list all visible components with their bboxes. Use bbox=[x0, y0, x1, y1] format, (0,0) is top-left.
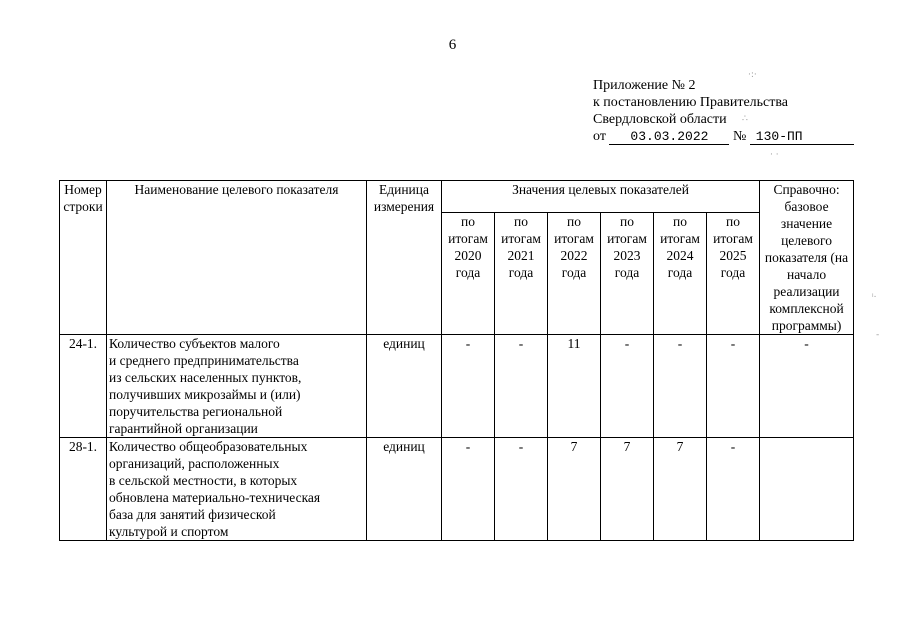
date-prefix: от bbox=[593, 129, 606, 144]
scan-speck: ∴ bbox=[742, 114, 748, 124]
value-2021: - bbox=[495, 438, 548, 541]
reference-value bbox=[760, 438, 854, 541]
header-year-2024: по итогам 2024 года bbox=[654, 212, 707, 334]
header-year-2021: по итогам 2021 года bbox=[495, 212, 548, 334]
header-year-2020: по итогам 2020 года bbox=[442, 212, 495, 334]
reference-value: - bbox=[760, 335, 854, 438]
header-indicator-name: Наименование целевого показателя bbox=[107, 181, 367, 335]
target-indicators-table bbox=[59, 180, 854, 541]
page-number: 6 bbox=[448, 37, 457, 53]
value-2022: 11 bbox=[548, 335, 601, 438]
value-2025: - bbox=[707, 438, 760, 541]
annex-date-number-line bbox=[593, 128, 854, 145]
header-year-2025: по итогам 2025 года bbox=[707, 212, 760, 334]
resolution-date: 03.03.2022 bbox=[609, 130, 729, 145]
header-row-number: Номер строки bbox=[60, 181, 107, 335]
value-2025: - bbox=[707, 335, 760, 438]
scan-speck: ·:· bbox=[748, 70, 757, 80]
indicator-unit: единиц bbox=[367, 438, 442, 541]
value-2020: - bbox=[442, 438, 495, 541]
annex-title: Приложение № 2 bbox=[593, 78, 696, 93]
value-2021: - bbox=[495, 335, 548, 438]
header-values-group: Значения целевых показателей bbox=[442, 181, 760, 213]
value-2022: 7 bbox=[548, 438, 601, 541]
header-year-2023: по итогам 2023 года bbox=[601, 212, 654, 334]
header-reference: Справочно: базовое значение целевого показателя (на начало реализации комплексной программы) bbox=[760, 181, 854, 335]
value-2020: - bbox=[442, 335, 495, 438]
indicator-unit: единиц bbox=[367, 335, 442, 438]
annex-resolution-line: к постановлению Правительства bbox=[593, 95, 789, 110]
scan-speck: - bbox=[876, 330, 880, 340]
value-2023: 7 bbox=[601, 438, 654, 541]
scan-speck: · · bbox=[770, 150, 779, 160]
header-row-1 bbox=[60, 181, 854, 213]
value-2023: - bbox=[601, 335, 654, 438]
row-number: 28-1. bbox=[60, 438, 107, 541]
row-number: 24-1. bbox=[60, 335, 107, 438]
value-2024: - bbox=[654, 335, 707, 438]
annex-header bbox=[593, 77, 854, 145]
resolution-number: 130-ПП bbox=[750, 130, 854, 145]
indicator-name: Количество общеобразовательных организаций, расположенных в сельской местности, в которых обновлена материально-техническая база для занятий физической культурой и спортом bbox=[107, 438, 367, 541]
header-year-2022: по итогам 2022 года bbox=[548, 212, 601, 334]
table-row bbox=[60, 438, 854, 541]
number-prefix: № bbox=[732, 129, 747, 144]
value-2024: 7 bbox=[654, 438, 707, 541]
table-row bbox=[60, 335, 854, 438]
indicator-name: Количество субъектов малого и среднего предпринимательства из сельских населенных пунктов, получивших микрозаймы и (или) поручительства региональной гарантийной организации bbox=[107, 335, 367, 438]
scan-speck: ᵢ. bbox=[872, 290, 877, 300]
annex-region-line: Свердловской области bbox=[593, 112, 727, 127]
header-unit: Единица измерения bbox=[367, 181, 442, 335]
